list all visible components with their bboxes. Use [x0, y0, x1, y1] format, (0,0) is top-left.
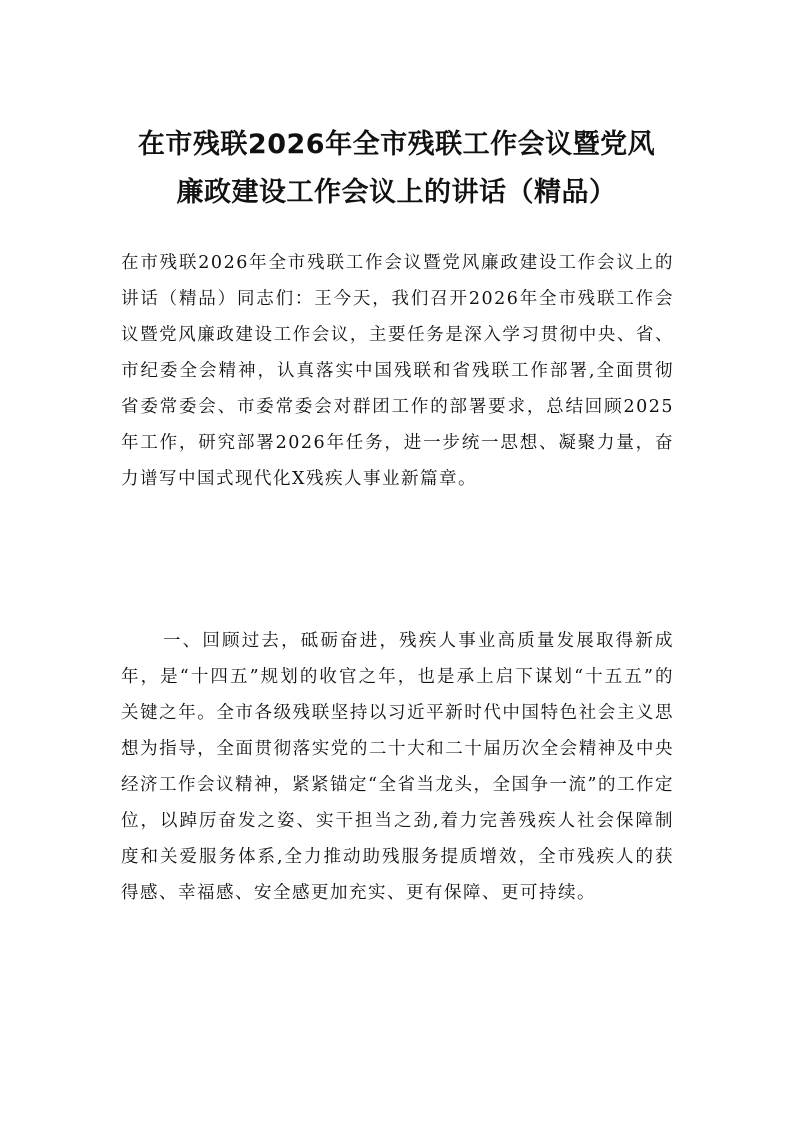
paragraph-intro: 在市残联2026年全市残联工作会议暨党风廉政建设工作会议上的讲话（精品）同志们：王今天，我们召开2026年全市残联工作会议暨党风廉政建设工作会议，主要任务是深入学习贯彻中央、省、市纪委全会精神，认真落实中国残联和省残联工作部署,全面贯彻省委常委会、市委常委会对群团工作的部署要求，总结回顾2025年工作，研究部署2026年任务，进一步统一思想、凝聚力量，奋力谱写中国式现代化X残疾人事业新篇章。	[121, 253, 674, 489]
title-line-2: 廉政建设工作会议上的讲话（精品）	[176, 177, 617, 208]
document-title	[60, 121, 733, 217]
paragraph-review: 一、回顾过去，砥砺奋进，残疾人事业高质量发展取得新成年，是“十四五”规划的收官之年，也是承上启下谋划“十五五”的关键之年。全市各级残联坚持以习近平新时代中国特色社会主义思想为指导，全面贯彻落实党的二十大和二十届历次全会精神及中央经济工作会议精神，紧紧锚定“全省当龙头，全国争一流”的工作定位，以踔厉奋发之姿、实干担当之劲,着力完善残疾人社会保障制度和关爱服务体系,全力推动助残服务提质增效，全市残疾人的获得感、幸福感、安全感更加充实、更有保障、更可持续。	[121, 631, 674, 903]
title-line-1: 在市残联2026年全市残联工作会议暨党风	[137, 129, 656, 160]
